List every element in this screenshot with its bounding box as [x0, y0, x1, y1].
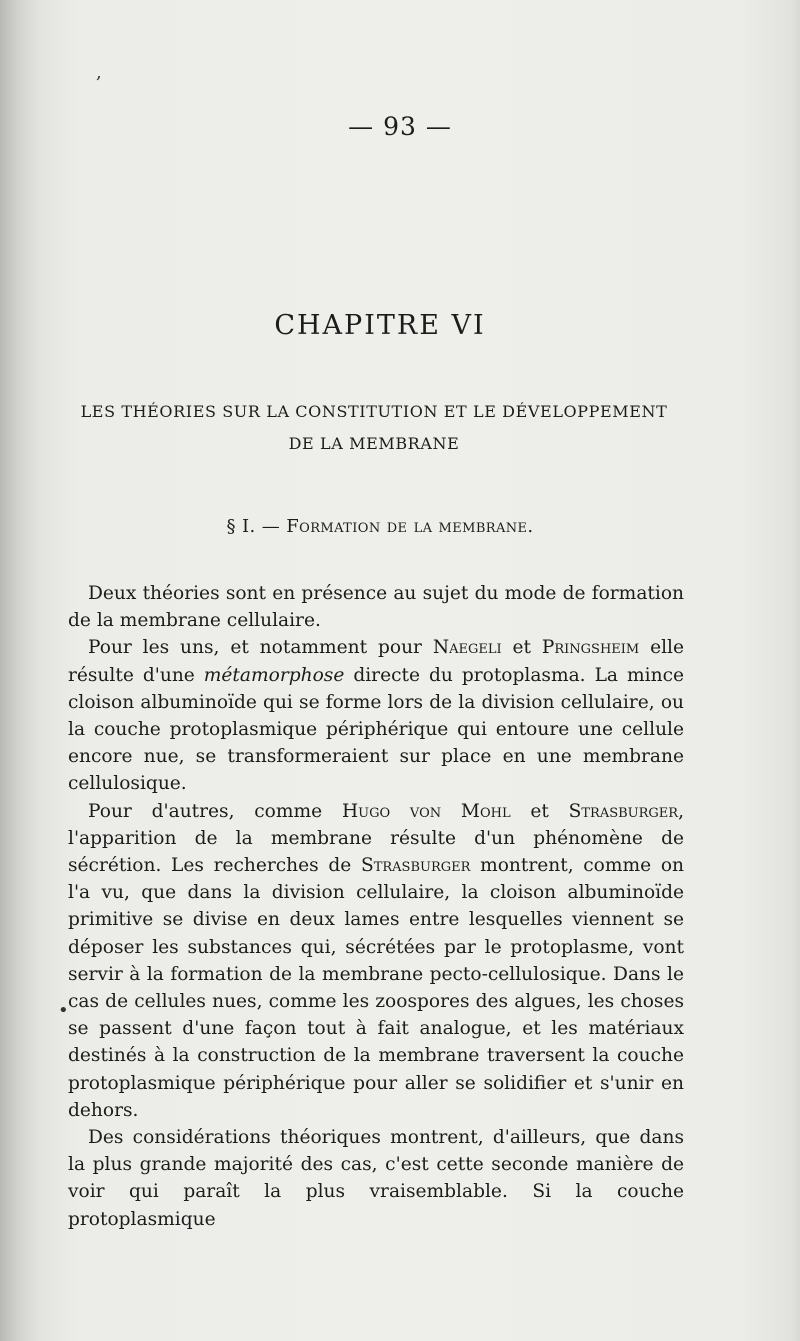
author-name: Strasburger — [568, 800, 679, 822]
paragraph — [68, 580, 684, 634]
paragraph — [68, 1124, 684, 1233]
body-text — [68, 580, 684, 1233]
text-run: , l'apparition de la membrane résulte d'un phénomène de sécrétion. Les recherches de — [68, 800, 684, 877]
chapter-title: LES THÉORIES SUR LA CONSTITUTION ET LE DÉVELOPPEMENT DE LA MEMBRANE — [80, 402, 668, 453]
ink-speck: , — [96, 62, 102, 83]
text-run: Des considérations théoriques montrent, d'ailleurs, que dans la plus grande majorité des cas, c'est cette seconde manière de voir qui paraît la plus vraisemblable. Si la couche protoplasmique — [68, 1127, 684, 1230]
author-name: Pringsheim — [541, 637, 640, 659]
paragraph — [68, 634, 684, 797]
emphasis-term: métamorphose — [203, 664, 345, 686]
text-run: Pour d'autres, comme — [88, 800, 342, 822]
text-run: et — [501, 637, 542, 659]
ink-speck: • — [58, 1000, 69, 1021]
author-name: Naegeli — [432, 637, 502, 659]
section-heading: § I. — Formation de la membrane. — [226, 516, 534, 537]
text-run: montrent, comme on l'a vu, que dans la division cellulaire, la cloison albuminoïde primitive se divise en deux lames entre lesquelles viennent se déposer les substances qui, sécrétées par le protoplasme, vont servir à la formation de la membrane pecto-cellulosique. Dans le cas de cellules nues, comme les zoospores des algues, les choses se passent d'une façon tout à fait analogue, et les matériaux destinés à la construction de la membrane traversent la couche protoplasmique périphérique pour aller se solidifier et s'unir en dehors. — [68, 855, 684, 1121]
text-run: Deux théories sont en présence au sujet du mode de formation de la membrane cellulaire. — [68, 583, 684, 632]
text-run: Pour les uns, et notamment pour — [88, 637, 433, 659]
author-name: Strasburger — [360, 855, 471, 877]
author-name: Hugo von Mohl — [341, 800, 511, 822]
chapter-heading: CHAPITRE VI — [274, 310, 486, 341]
text-run: elle résulte d'une — [68, 637, 685, 686]
text-run: directe du protoplasma. La mince cloison albuminoïde qui se forme lors de la division cellulaire, ou la couche protoplasmique périphérique qui entoure une cellule encore nue, se transformeraient sur place en une membrane cellulosique. — [68, 664, 684, 795]
page-number: — 93 — — [348, 112, 452, 141]
paragraph — [68, 798, 684, 1124]
text-run: et — [510, 800, 569, 822]
